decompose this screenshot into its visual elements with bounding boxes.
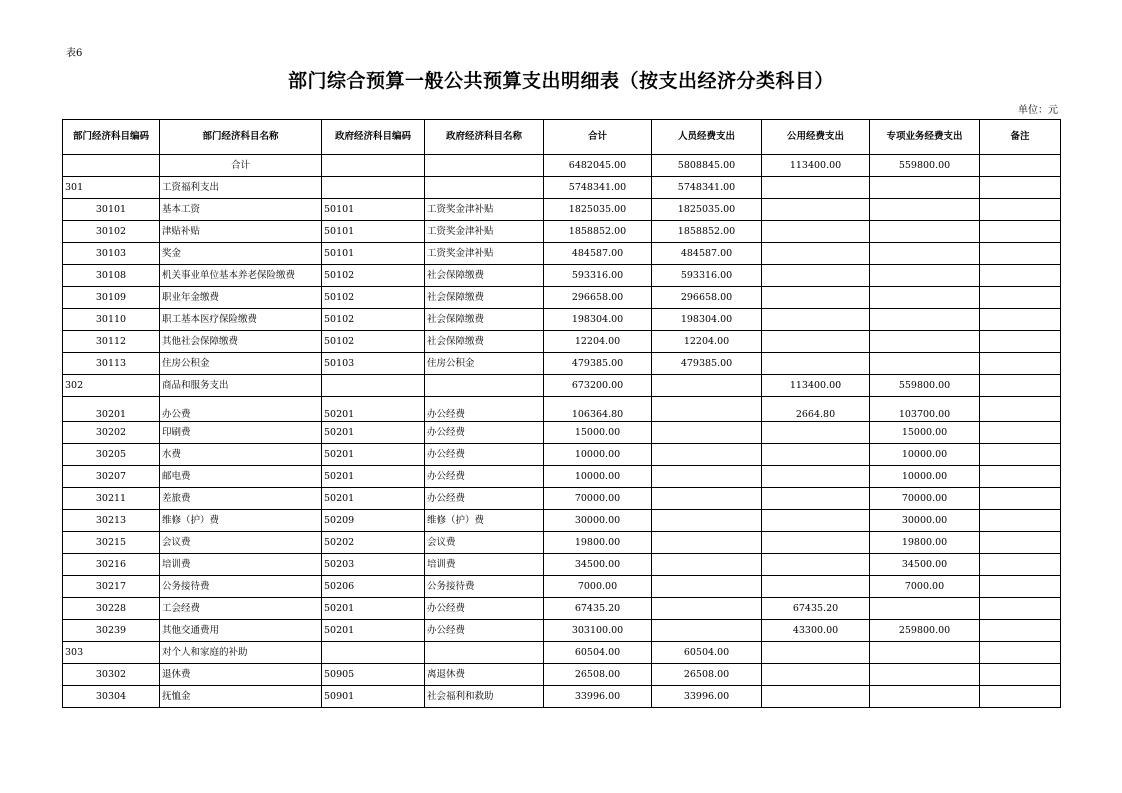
cell-dept-name: 基本工资 (160, 199, 322, 221)
cell-special (870, 287, 980, 309)
cell-total: 19800.00 (544, 532, 652, 554)
unit-label: 单位：元 (1018, 105, 1058, 116)
table-row (63, 177, 1061, 199)
cell-total: 484587.00 (544, 243, 652, 265)
cell-dept-code: 30302 (63, 664, 160, 686)
cell-public (762, 532, 870, 554)
cell-dept-name: 办公费 (160, 397, 322, 422)
cell-gov-code: 50101 (322, 221, 425, 243)
cell-special (870, 353, 980, 375)
cell-public (762, 686, 870, 708)
table-row (63, 554, 1061, 576)
cell-gov-code: 50905 (322, 664, 425, 686)
cell-dept-name: 机关事业单位基本养老保险缴费 (160, 265, 322, 287)
cell-dept-code: 30207 (63, 466, 160, 488)
cell-gov-code (322, 375, 425, 397)
cell-gov-code: 50209 (322, 510, 425, 532)
cell-public (762, 177, 870, 199)
cell-gov-name: 维修（护）费 (425, 510, 544, 532)
cell-note (980, 642, 1061, 664)
cell-dept-code: 302 (63, 375, 160, 397)
cell-note (980, 576, 1061, 598)
cell-public (762, 510, 870, 532)
cell-personnel: 60504.00 (652, 642, 762, 664)
cell-total: 33996.00 (544, 686, 652, 708)
cell-gov-code: 50102 (322, 265, 425, 287)
cell-note (980, 598, 1061, 620)
cell-gov-name: 办公经费 (425, 466, 544, 488)
cell-dept-code: 30215 (63, 532, 160, 554)
cell-note (980, 375, 1061, 397)
cell-special (870, 331, 980, 353)
cell-dept-name: 水费 (160, 444, 322, 466)
cell-gov-name: 社会福利和救助 (425, 686, 544, 708)
cell-gov-code: 50201 (322, 466, 425, 488)
cell-dept-name: 其他交通费用 (160, 620, 322, 642)
cell-public: 67435.20 (762, 598, 870, 620)
cell-gov-name: 办公经费 (425, 397, 544, 422)
cell-dept-name: 维修（护）费 (160, 510, 322, 532)
cell-gov-name: 办公经费 (425, 422, 544, 444)
cell-total: 479385.00 (544, 353, 652, 375)
cell-dept-code (63, 155, 160, 177)
cell-personnel: 12204.00 (652, 331, 762, 353)
cell-total: 70000.00 (544, 488, 652, 510)
cell-gov-name: 工资奖金津补贴 (425, 221, 544, 243)
cell-special (870, 309, 980, 331)
cell-dept-name: 印刷费 (160, 422, 322, 444)
cell-special (870, 177, 980, 199)
cell-gov-name: 办公经费 (425, 620, 544, 642)
cell-personnel: 296658.00 (652, 287, 762, 309)
cell-gov-code: 50202 (322, 532, 425, 554)
cell-gov-name: 培训费 (425, 554, 544, 576)
cell-dept-code: 30216 (63, 554, 160, 576)
cell-note (980, 177, 1061, 199)
cell-special: 559800.00 (870, 375, 980, 397)
cell-public (762, 199, 870, 221)
cell-special: 559800.00 (870, 155, 980, 177)
cell-total: 10000.00 (544, 466, 652, 488)
cell-dept-name: 津贴补贴 (160, 221, 322, 243)
cell-personnel (652, 488, 762, 510)
cell-note (980, 287, 1061, 309)
cell-personnel (652, 598, 762, 620)
cell-total: 6482045.00 (544, 155, 652, 177)
cell-public (762, 466, 870, 488)
cell-dept-code: 30101 (63, 199, 160, 221)
cell-dept-code: 30201 (63, 397, 160, 422)
cell-special (870, 598, 980, 620)
table-row (63, 265, 1061, 287)
table-row (63, 620, 1061, 642)
cell-personnel: 5748341.00 (652, 177, 762, 199)
cell-total: 12204.00 (544, 331, 652, 353)
cell-special: 7000.00 (870, 576, 980, 598)
cell-gov-code: 50201 (322, 620, 425, 642)
cell-gov-code: 50101 (322, 243, 425, 265)
cell-dept-name: 对个人和家庭的补助 (160, 642, 322, 664)
cell-total: 26508.00 (544, 664, 652, 686)
cell-gov-name: 工资奖金津补贴 (425, 199, 544, 221)
cell-public (762, 576, 870, 598)
cell-dept-name: 其他社会保障缴费 (160, 331, 322, 353)
cell-gov-name: 住房公积金 (425, 353, 544, 375)
cell-note (980, 331, 1061, 353)
cell-personnel (652, 397, 762, 422)
cell-note (980, 397, 1061, 422)
cell-special (870, 265, 980, 287)
cell-note (980, 353, 1061, 375)
table-row (63, 397, 1061, 422)
cell-dept-code: 30217 (63, 576, 160, 598)
table-row (63, 243, 1061, 265)
cell-dept-name: 工资福利支出 (160, 177, 322, 199)
cell-gov-name: 社会保障缴费 (425, 309, 544, 331)
budget-table (62, 119, 1061, 708)
cell-total: 593316.00 (544, 265, 652, 287)
cell-note (980, 422, 1061, 444)
cell-gov-name: 办公经费 (425, 598, 544, 620)
cell-dept-name: 奖金 (160, 243, 322, 265)
cell-personnel: 1825035.00 (652, 199, 762, 221)
cell-public (762, 353, 870, 375)
cell-personnel (652, 576, 762, 598)
cell-personnel: 198304.00 (652, 309, 762, 331)
cell-total: 34500.00 (544, 554, 652, 576)
cell-note (980, 686, 1061, 708)
cell-special: 70000.00 (870, 488, 980, 510)
table-row (63, 510, 1061, 532)
cell-note (980, 221, 1061, 243)
cell-dept-code: 30112 (63, 331, 160, 353)
cell-gov-code: 50201 (322, 488, 425, 510)
table-row (63, 287, 1061, 309)
cell-gov-code: 50901 (322, 686, 425, 708)
cell-dept-name: 合计 (160, 155, 322, 177)
cell-dept-code: 301 (63, 177, 160, 199)
cell-total: 15000.00 (544, 422, 652, 444)
cell-gov-code: 50103 (322, 353, 425, 375)
cell-gov-name: 办公经费 (425, 488, 544, 510)
cell-gov-name (425, 375, 544, 397)
cell-gov-name: 办公经费 (425, 444, 544, 466)
cell-personnel (652, 620, 762, 642)
cell-dept-code: 30110 (63, 309, 160, 331)
cell-dept-code: 30205 (63, 444, 160, 466)
cell-public: 2664.80 (762, 397, 870, 422)
table-row (63, 375, 1061, 397)
cell-total: 303100.00 (544, 620, 652, 642)
cell-note (980, 466, 1061, 488)
cell-public (762, 265, 870, 287)
header-row (63, 120, 1061, 155)
cell-special (870, 199, 980, 221)
header-special: 专项业务经费支出 (870, 120, 980, 155)
cell-special: 103700.00 (870, 397, 980, 422)
cell-dept-name: 职业年金缴费 (160, 287, 322, 309)
cell-note (980, 309, 1061, 331)
header-gov-code: 政府经济科目编码 (322, 120, 425, 155)
cell-total: 67435.20 (544, 598, 652, 620)
cell-personnel: 479385.00 (652, 353, 762, 375)
cell-personnel (652, 444, 762, 466)
table-row (63, 221, 1061, 243)
cell-personnel (652, 466, 762, 488)
cell-special (870, 664, 980, 686)
cell-special (870, 243, 980, 265)
cell-gov-code: 50201 (322, 598, 425, 620)
cell-gov-name: 离退休费 (425, 664, 544, 686)
cell-gov-name: 社会保障缴费 (425, 287, 544, 309)
table-row (63, 642, 1061, 664)
cell-total: 106364.80 (544, 397, 652, 422)
header-public: 公用经费支出 (762, 120, 870, 155)
cell-gov-code: 50201 (322, 397, 425, 422)
cell-gov-code: 50102 (322, 287, 425, 309)
header-gov-name: 政府经济科目名称 (425, 120, 544, 155)
cell-gov-code: 50102 (322, 309, 425, 331)
cell-total: 1825035.00 (544, 199, 652, 221)
cell-dept-name: 公务接待费 (160, 576, 322, 598)
header-note: 备注 (980, 120, 1061, 155)
cell-gov-name: 会议费 (425, 532, 544, 554)
cell-public (762, 664, 870, 686)
cell-total: 198304.00 (544, 309, 652, 331)
cell-public: 113400.00 (762, 375, 870, 397)
cell-gov-code (322, 155, 425, 177)
cell-dept-code: 30211 (63, 488, 160, 510)
cell-total: 5748341.00 (544, 177, 652, 199)
cell-gov-name: 社会保障缴费 (425, 331, 544, 353)
cell-personnel: 593316.00 (652, 265, 762, 287)
cell-personnel (652, 510, 762, 532)
cell-dept-name: 邮电费 (160, 466, 322, 488)
cell-gov-code: 50201 (322, 444, 425, 466)
cell-public (762, 642, 870, 664)
cell-special: 19800.00 (870, 532, 980, 554)
cell-gov-code: 50101 (322, 199, 425, 221)
cell-dept-code: 30228 (63, 598, 160, 620)
cell-dept-name: 退休费 (160, 664, 322, 686)
cell-note (980, 243, 1061, 265)
cell-total: 7000.00 (544, 576, 652, 598)
cell-dept-name: 工会经费 (160, 598, 322, 620)
cell-personnel: 33996.00 (652, 686, 762, 708)
table-row (63, 199, 1061, 221)
table-row (63, 466, 1061, 488)
cell-dept-code: 30102 (63, 221, 160, 243)
cell-gov-code: 50102 (322, 331, 425, 353)
cell-gov-code (322, 642, 425, 664)
cell-gov-name (425, 642, 544, 664)
cell-personnel (652, 375, 762, 397)
cell-dept-name: 培训费 (160, 554, 322, 576)
cell-dept-name: 会议费 (160, 532, 322, 554)
cell-public (762, 554, 870, 576)
cell-dept-code: 30202 (63, 422, 160, 444)
cell-dept-code: 30103 (63, 243, 160, 265)
cell-gov-name (425, 177, 544, 199)
cell-special: 30000.00 (870, 510, 980, 532)
cell-total: 1858852.00 (544, 221, 652, 243)
cell-public (762, 422, 870, 444)
cell-dept-name: 职工基本医疗保险缴费 (160, 309, 322, 331)
header-total: 合计 (544, 120, 652, 155)
table-row (63, 576, 1061, 598)
cell-special: 15000.00 (870, 422, 980, 444)
cell-dept-code: 30113 (63, 353, 160, 375)
table-row (63, 353, 1061, 375)
cell-public (762, 243, 870, 265)
cell-gov-code: 50203 (322, 554, 425, 576)
cell-note (980, 510, 1061, 532)
table-row (63, 664, 1061, 686)
cell-note (980, 199, 1061, 221)
cell-public (762, 488, 870, 510)
cell-public (762, 331, 870, 353)
cell-note (980, 155, 1061, 177)
cell-special (870, 686, 980, 708)
table-row (63, 422, 1061, 444)
cell-public (762, 287, 870, 309)
cell-personnel: 484587.00 (652, 243, 762, 265)
cell-gov-name: 社会保障缴费 (425, 265, 544, 287)
cell-total: 30000.00 (544, 510, 652, 532)
cell-total: 60504.00 (544, 642, 652, 664)
table-row (63, 488, 1061, 510)
cell-note (980, 532, 1061, 554)
cell-personnel (652, 422, 762, 444)
cell-public (762, 309, 870, 331)
table-row (63, 532, 1061, 554)
cell-total: 10000.00 (544, 444, 652, 466)
cell-gov-code (322, 177, 425, 199)
cell-dept-code: 30304 (63, 686, 160, 708)
cell-total: 296658.00 (544, 287, 652, 309)
cell-gov-name: 公务接待费 (425, 576, 544, 598)
cell-special: 259800.00 (870, 620, 980, 642)
cell-dept-name: 住房公积金 (160, 353, 322, 375)
cell-dept-name: 商品和服务支出 (160, 375, 322, 397)
cell-personnel: 5808845.00 (652, 155, 762, 177)
table-body (63, 155, 1061, 708)
cell-public: 113400.00 (762, 155, 870, 177)
cell-special: 34500.00 (870, 554, 980, 576)
table-row (63, 309, 1061, 331)
cell-special: 10000.00 (870, 466, 980, 488)
cell-public (762, 221, 870, 243)
cell-special: 10000.00 (870, 444, 980, 466)
sheet-label: 表6 (66, 48, 83, 59)
cell-public (762, 444, 870, 466)
cell-dept-name: 差旅费 (160, 488, 322, 510)
cell-special (870, 642, 980, 664)
cell-gov-name: 工资奖金津补贴 (425, 243, 544, 265)
table-row (63, 686, 1061, 708)
header-dept-code: 部门经济科目编码 (63, 120, 160, 155)
header-personnel: 人员经费支出 (652, 120, 762, 155)
cell-dept-code: 303 (63, 642, 160, 664)
cell-dept-code: 30109 (63, 287, 160, 309)
cell-gov-code: 50206 (322, 576, 425, 598)
cell-dept-code: 30213 (63, 510, 160, 532)
cell-note (980, 620, 1061, 642)
cell-personnel: 26508.00 (652, 664, 762, 686)
cell-total: 673200.00 (544, 375, 652, 397)
cell-gov-code: 50201 (322, 422, 425, 444)
cell-dept-code: 30108 (63, 265, 160, 287)
cell-note (980, 488, 1061, 510)
report-title: 部门综合预算一般公共预算支出明细表（按支出经济分类科目） (287, 70, 834, 92)
cell-public: 43300.00 (762, 620, 870, 642)
cell-note (980, 444, 1061, 466)
cell-personnel: 1858852.00 (652, 221, 762, 243)
cell-special (870, 221, 980, 243)
cell-dept-name: 抚恤金 (160, 686, 322, 708)
cell-note (980, 265, 1061, 287)
cell-gov-name (425, 155, 544, 177)
cell-personnel (652, 532, 762, 554)
header-dept-name: 部门经济科目名称 (160, 120, 322, 155)
table-row (63, 444, 1061, 466)
table-row (63, 598, 1061, 620)
table-row (63, 331, 1061, 353)
cell-dept-code: 30239 (63, 620, 160, 642)
cell-note (980, 554, 1061, 576)
table-row (63, 155, 1061, 177)
cell-personnel (652, 554, 762, 576)
cell-note (980, 664, 1061, 686)
